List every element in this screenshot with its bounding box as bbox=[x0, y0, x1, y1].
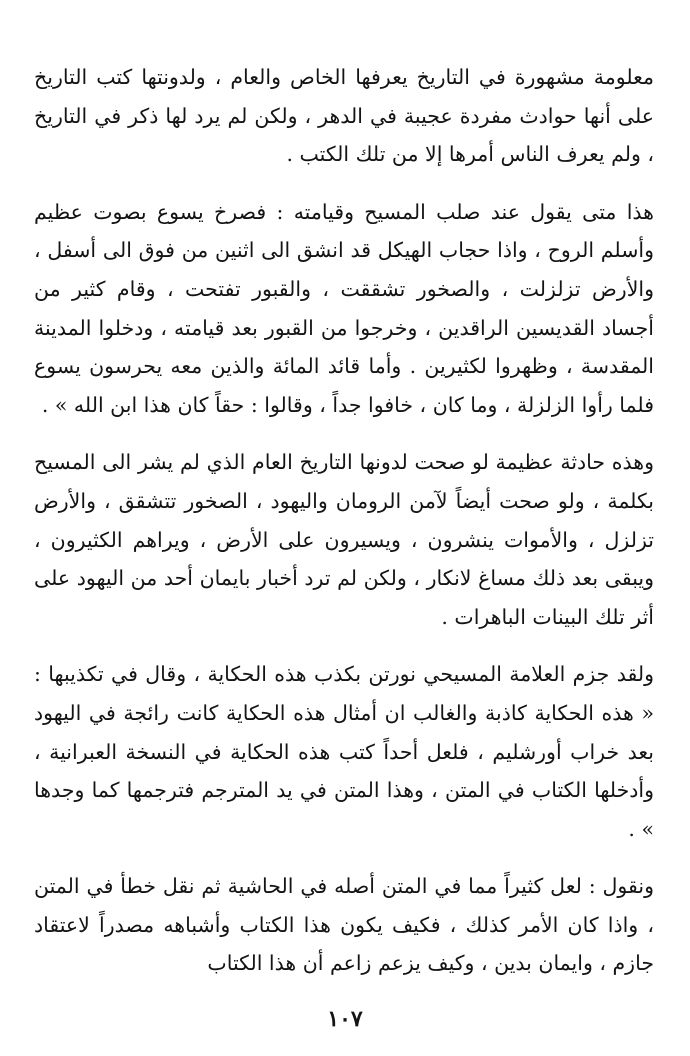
paragraph-3: وهذه حادثة عظيمة لو صحت لدونها التاريخ العام الذي لم يشر الى المسيح بكلمة ، ولو صحت أيضاً لآمن الرومان واليهود ، الصخور تتشقق ، والأرض تزلزل ، والأموات ينشرون ، ويسيرون على الأرض ، ويراهم الكثيرون ، ويبقى بعد ذلك مساغ لانكار ، ولكن لم ترد أخبار بايمان أحد من اليهود على أثر تلك البينات الباهرات . bbox=[34, 450, 654, 629]
page-number: ١٠٧ bbox=[327, 1006, 363, 1032]
paragraph-5: ونقول : لعل كثيراً مما في المتن أصله في الحاشية ثم نقل خطأ في المتن ، واذا كان الأمر كذلك ، فكيف يكون هذا الكتاب وأشباهه مصدراً لاعتقاد جازم ، وايمان بدين ، وكيف يزعم زاعم أن هذا الكتاب bbox=[34, 874, 654, 976]
paragraph-1: معلومة مشهورة في التاريخ يعرفها الخاص والعام ، ولدونتها كتب التاريخ على أنها حوادث مفردة عجيبة في الدهر ، ولكن لم يرد لها ذكر في التاريخ ، ولم يعرف الناس أمرها إلا من تلك الكتب . bbox=[34, 65, 654, 167]
paragraph-4: ولقد جزم العلامة المسيحي نورتن بكذب هذه الحكاية ، وقال في تكذيبها : « هذه الحكاية كاذبة والغالب ان أمثال هذه الحكاية كانت رائجة في اليهود بعد خراب أورشليم ، فلعل أحداً كتب هذه الحكاية في النسخة العبرانية ، وأدخلها الكتاب في المتن ، وهذا المتن في يد المترجم فترجمها كما وجدها » . bbox=[34, 662, 654, 841]
body-text bbox=[34, 58, 654, 1002]
paragraph-2: هذا متى يقول عند صلب المسيح وقيامته : فصرخ يسوع بصوت عظيم وأسلم الروح ، واذا حجاب الهيكل قد انشق الى اثنين من فوق الى أسفل ، والأرض تزلزلت ، والصخور تشققت ، والقبور تفتحت ، وقام كثير من أجساد القديسين الراقدين ، وخرجوا من القبور بعد قيامته ، ودخلوا المدينة المقدسة ، وظهروا لكثيرين . وأما قائد المائة والذين معه يحرسون يسوع فلما رأوا الزلزلة ، وما كان ، خافوا جداً ، وقالوا : حقاً كان هذا ابن الله » . bbox=[34, 199, 654, 417]
